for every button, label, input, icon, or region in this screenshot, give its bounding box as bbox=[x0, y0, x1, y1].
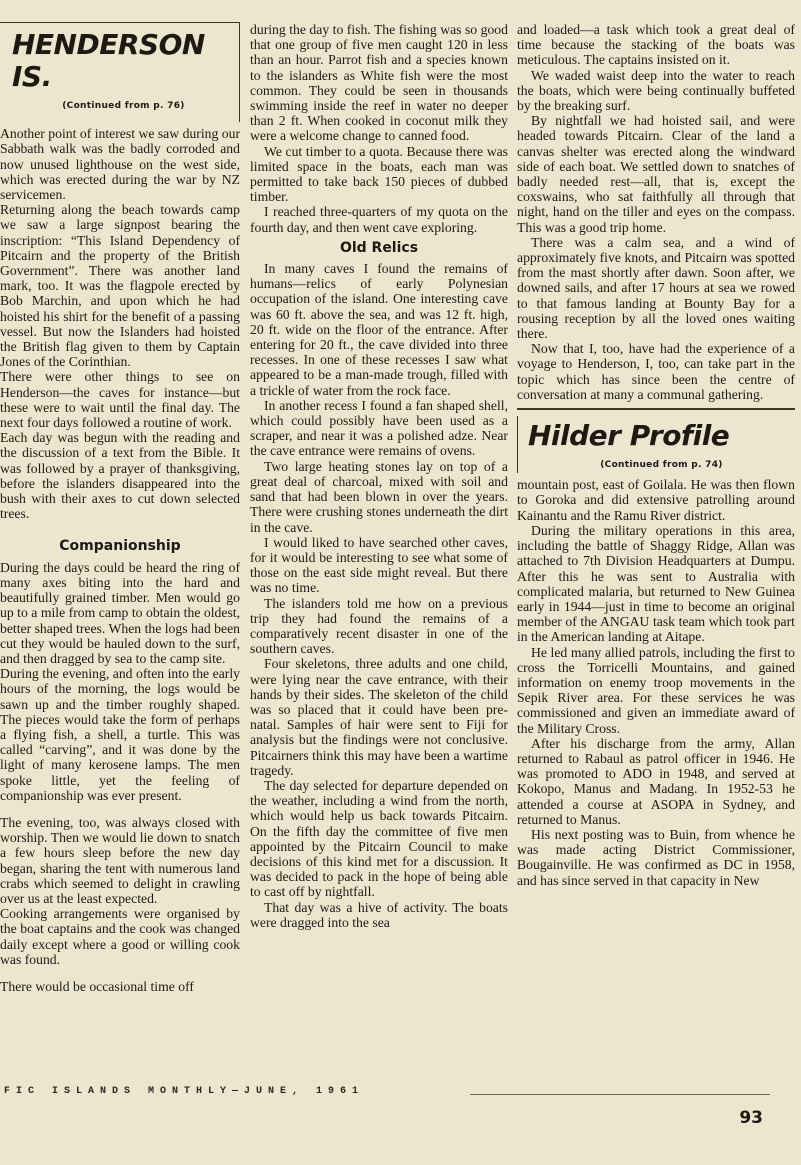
column-2 bbox=[250, 22, 508, 1075]
paragraph: During the military operations in this area, including the battle of Shaggy Ridge, Allan was attached to 7th Division Headquarters at Dumpu. After this he was sent to Australia with complicated malaria, but returned to New Guinea early in 1944—just in time to become an original member of the ANGAU task team which took part in the American landing at Aitape. bbox=[517, 522, 795, 645]
paragraph: Four skeletons, three adults and one child, were lying near the cave entrance, with their hands by their sides. The skeleton of the child was so placed that it could have been pre-natal. Samples of hair were sent to Fiji for analysis but the findings were not conclusive. Pitcairners think this may have been a wartime tragedy. bbox=[250, 656, 508, 778]
paragraph: mountain post, east of Goilala. He was then flown to Goroka and did extensive patrolling around Kainantu and the Ramu River district. bbox=[517, 477, 795, 523]
paragraph: Returning along the beach towards camp we saw a large signpost bearing the inscription: “This Island Dependency of Pitcairn and the property of the British Government”. There was another land mark, too. It was the flagpole erected by Bob Marchin, and upon which he had hoisted his shirt for the benefit of a passing vessel. But now the Islanders had hoisted the British flag given to them by Captain Jones of the Corinthian. bbox=[0, 202, 240, 370]
paragraph: The day selected for departure depended on the weather, including a wind from the north, which would help us back towards Pitcairn. On the fifth day the committee of five men appointed by the Pitcairn Council to make decisions of this kind met for a discussion. It was decided to pack in the hope of being able to cast off by nightfall. bbox=[250, 777, 508, 900]
continued-note: (Continued from p. 74) bbox=[600, 460, 723, 471]
paragraph: I reached three-quarters of my quota on the fourth day, and then went cave exploring. bbox=[250, 204, 508, 235]
paragraph: Two large heating stones lay on top of a great deal of charcoal, mixed with soil and sand that had been blown in over the years. There were crushing stones underneath the dirt in the cave. bbox=[250, 458, 508, 535]
paragraph: He led many allied patrols, including the first to cross the Torricelli Mountains, and gained information on enemy troop movements in the Sepik River area. For these services he was commissioned and given an immediate award of the Military Cross. bbox=[517, 644, 795, 736]
paragraph: During the days could be heard the ring of many axes biting into the hard and beautifully grained timber. Men would go up to a mile from camp to obtain the oldest, better shaped trees. When the logs had been cut they would be hauled down to the surf, and then dragged by sea to the camp site. bbox=[0, 559, 240, 666]
hilder-header-box bbox=[517, 416, 795, 473]
footer-rule bbox=[470, 1094, 770, 1095]
continued-note: (Continued from p. 76) bbox=[62, 101, 185, 111]
subheading-companionship: Companionship bbox=[59, 538, 181, 555]
paragraph: His next posting was to Buin, from whence he was made acting District Commissioner, Bougainville. He was confirmed as DC in 1958, and has since served in that capacity in New bbox=[517, 826, 795, 888]
paragraph: and loaded—a task which took a great deal of time because the stacking of the boats was meticulous. The captains insisted on it. bbox=[517, 22, 795, 68]
paragraph: We waded waist deep into the water to reach the boats, which were being continually buffeted by the breaking surf. bbox=[517, 67, 795, 114]
paragraph: There was a calm sea, and a wind of approximately five knots, and Pitcairn was spotted from the mast shortly after dawn. Soon after, we downed sails, and after 17 hours at sea we rowed to that famous landing at Bounty Bay for a rousing reception by all the loved ones waiting there. bbox=[517, 234, 795, 342]
paragraph: Now that I, too, have had the experience of a voyage to Henderson, I, too, can take part in the topic which has since been the centre of conversation at many a communal gathering. bbox=[517, 341, 795, 402]
paragraph: During the evening, and often into the early hours of the morning, the logs would be sawn up and the timber roughly shaped. The pieces would take the form of perhaps a flying fish, a shell, a turtle. This was called “carving”, and it was done by the light of many kerosene lamps. The men spoke little, yet the feeling of companionship was ever present. bbox=[0, 666, 240, 803]
article-title: HENDERSON IS. bbox=[12, 28, 205, 93]
paragraph: That day was a hive of activity. The boats were dragged into the sea bbox=[250, 899, 508, 930]
paragraph: Cooking arrangements were organised by the boat captains and the cook was changed daily except where a good or willing cook was found. bbox=[0, 906, 240, 967]
page-number: 93 bbox=[739, 1108, 763, 1128]
paragraph: There would be occasional time off bbox=[0, 978, 194, 994]
henderson-header-box bbox=[0, 22, 240, 122]
article-title: Hilder Profile bbox=[528, 419, 730, 453]
article-divider bbox=[517, 408, 795, 410]
paragraph: I would liked to have searched other caves, for it would be interesting to see what some of those on the east side might reveal. But there was no time. bbox=[250, 534, 508, 596]
column-1 bbox=[0, 22, 240, 1075]
paragraph: There were other things to see on Henderson—the caves for instance—but these were to wait until the final day. The next four days followed a routine of work. bbox=[0, 369, 240, 431]
subheading-old-relics: Old Relics bbox=[339, 239, 419, 256]
column-3 bbox=[517, 22, 795, 1075]
paragraph: Each day was begun with the reading and the discussion of a text from the Bible. It was followed by a prayer of thanksgiving, before the islanders disappeared into the bush with their axes to cut down selected trees. bbox=[0, 430, 240, 522]
paragraph: The evening, too, was always closed with worship. Then we would lie down to snatch a few hours sleep before the new day began, sharing the tent with numerous land crabs which seemed to delight in crawling over us at the least expected. bbox=[0, 814, 240, 906]
paragraph: After his discharge from the army, Allan returned to Rabaul as patrol officer in 1946. He was promoted to ADO in 1948, and served at Kokopo, Manus and Madang. In 1952-53 he attended a course at ASOPA in Sydney, and returned to Manus. bbox=[517, 735, 795, 827]
paragraph: The islanders told me how on a previous trip they had found the remains of a comparatively recent disaster in one of the southern caves. bbox=[250, 595, 508, 657]
paragraph: In many caves I found the remains of humans—relics of early Polynesian occupation of the island. One interesting cave was 60 ft. above the sea, and was 12 ft. high, 20 ft. wide on the floor of the entrance. After entering for 20 ft., the cave divided into three recesses. In one of these recesses I saw what appeared to be a man-made trough, filled with a trickle of water from the rock face. bbox=[250, 261, 508, 398]
paragraph: We cut timber to a quota. Because there was limited space in the boats, each man was permitted to take back 150 pieces of dubbed timber. bbox=[250, 143, 508, 205]
paragraph: By nightfall we had hoisted sail, and were headed towards Pitcairn. Clear of the land a canvas shelter was erected along the windward side of each boat. We settled down to snatches of badly needed rest—all, that is, except the coxswains, who sat faithfully all through that night, hand on the tiller and eyes on the compass. This was a good trip home. bbox=[517, 113, 795, 235]
magazine-footer: FIC ISLANDS MONTHLY—JUNE, 1961 bbox=[4, 1086, 365, 1097]
paragraph: during the day to fish. The fishing was so good that one group of five men caught 120 in less than an hour. Parrot fish and a species known to the islanders as White fish were the most common. They could be seen in thousands swimming inside the reef in water no deeper than 2 ft. When cooked in coconut milk they were a welcome change to canned food. bbox=[250, 22, 508, 144]
paragraph: In another recess I found a fan shaped shell, which could possibly have been used as a scraper, and near it was a polished adze. Near the cave entrance were remains of ovens. bbox=[250, 397, 508, 459]
paragraph: Another point of interest we saw during our Sabbath walk was the badly corroded and now unused lighthouse on the west side, which was erected during the war by NZ servicemen. bbox=[0, 126, 240, 203]
